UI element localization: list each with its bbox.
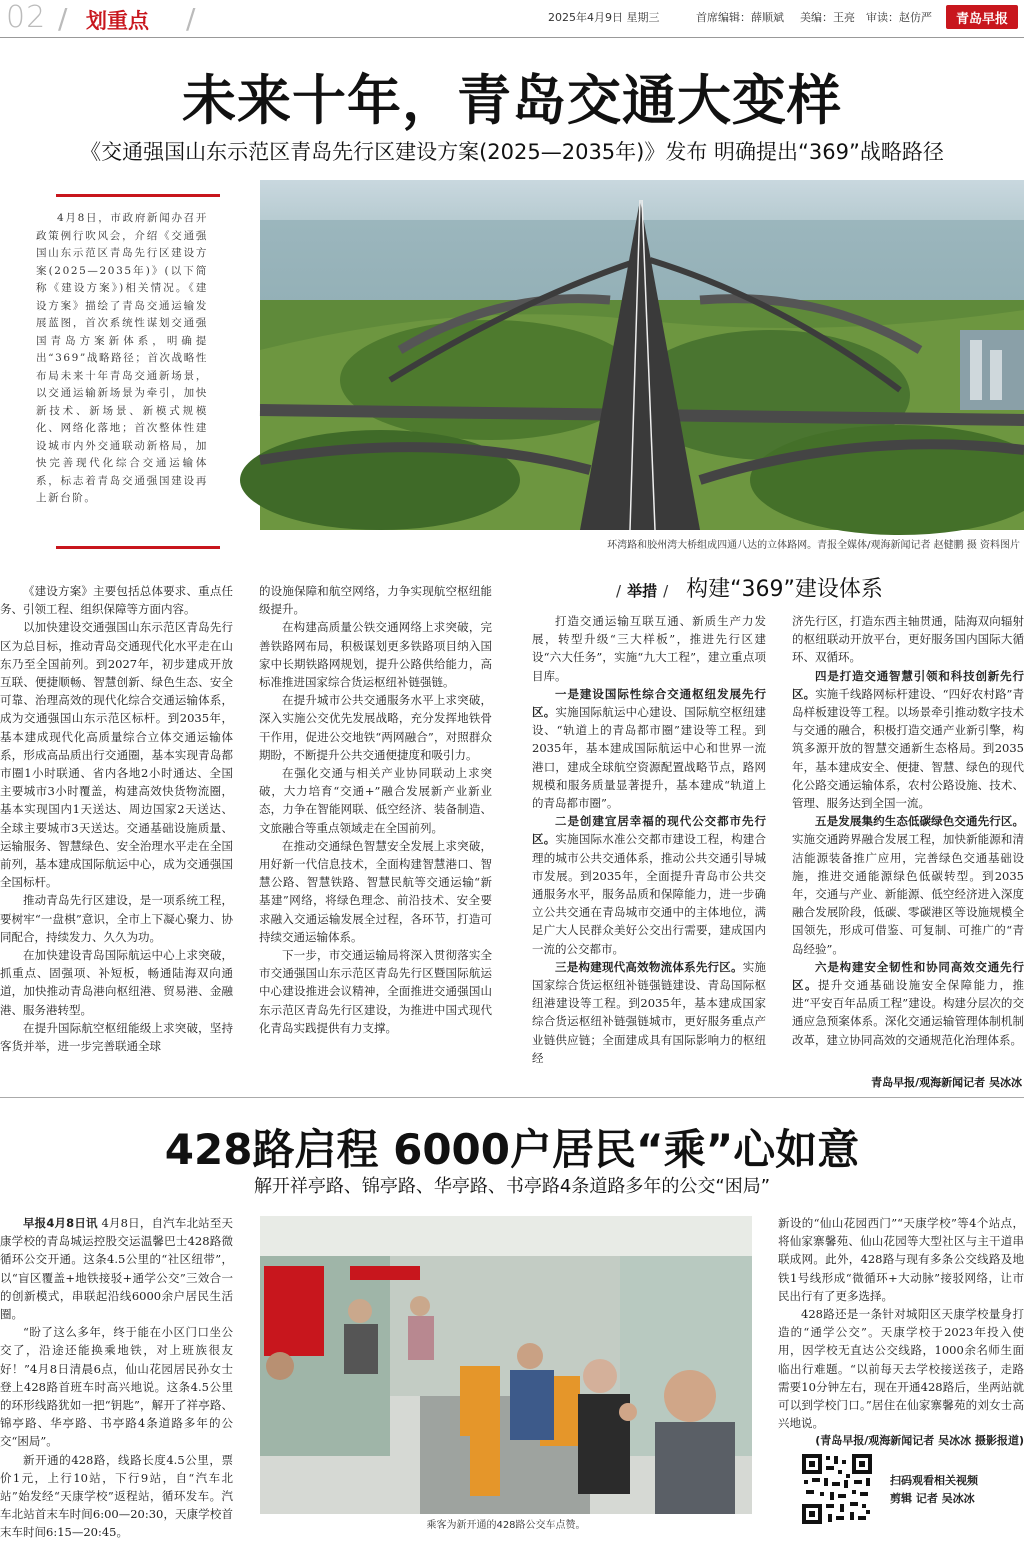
- qr-code-icon[interactable]: [800, 1452, 874, 1526]
- paragraph: 《建设方案》主要包括总体要求、重点任务、引领工程、组织保障等方面内容。: [0, 584, 233, 617]
- article1-byline: 青岛早报/观海新闻记者 吴冰冰: [871, 1076, 1022, 1089]
- qr-label: 扫码观看相关视频: [890, 1474, 978, 1487]
- masthead: [0, 0, 1024, 38]
- reviewer: 审读：赵仿严: [866, 11, 932, 24]
- article1-column-1: [0, 582, 233, 1092]
- paragraph: 的设施保障和航空网络，力争实现航空枢纽能级提升。: [259, 584, 492, 617]
- issue-date: 2025年4月9日 星期三: [548, 11, 660, 24]
- bus-interior-photo: [260, 1216, 752, 1514]
- intro-rule-top: [56, 194, 220, 197]
- lead-in: 四是打造交通智慧引领和科技创新先行区。: [792, 668, 1024, 701]
- aerial-interchange-photo: [260, 180, 1024, 530]
- measures-tag: / 举措 /: [610, 582, 674, 600]
- paragraph: 以加快建设交通强国山东示范区青岛先行区为总目标，推动青岛交通现代化水平走在山东乃至全国前列。到2027年，初步建成开放互联、便捷顺畅、智慧创新、绿色生态、安全可靠、治理高效的现代化综合交通运输体系，成为交通强国山东示范区标杆。到2035年，基本建成现代化高质量综合立体交通运输体系，形成高品质出行交通圈，基本实现青岛都市圈1小时联通、省内各地2小时通达、全国主要城市3小时覆盖，构建高效快货物流圈，基本实现国内1天送达、周边国家2天送达、全球主要城市3天送达。交通基础设施质量、运输服务、智慧绿色、安全治理水平走在全国前列，基本建成国际航运中心，成为交通强国全国标杆。: [0, 620, 233, 890]
- main-subheadline: 《交通强国山东示范区青岛先行区建设方案(2025—2035年)》发布 明确提出“369”战略路径: [80, 140, 944, 164]
- section-name: 划重点: [86, 9, 149, 33]
- article1-column-4: [792, 612, 1024, 1067]
- paragraph: 六是构建安全韧性和协同高效交通先行区。提升交通基础设施安全保障能力，推进“平安百年品质工程”建设。构建分层次的交通应急预案体系。深化交通运输管理体制机制改革，建立协同高效的交通规范化治理体系。: [792, 959, 1024, 1047]
- lead-in: 三是构建现代高效物流体系先行区。: [555, 959, 743, 974]
- paragraph: 一是建设国际性综合交通枢纽发展先行区。实施国际航运中心建设、国际航空枢纽建设、“轨道上的青岛都市圈”建设等工程。到2035年，基本建成国际航运中心和世界一流港口，建成全球航空资源配置战略节点，路网规模和服务质量显著提升，基本建成“轨道上的青岛都市圈”。: [532, 686, 766, 811]
- paragraph: 二是创建宜居幸福的现代公交都市先行区。实施国际水准公交都市建设工程，构建合理的城市公共交通体系，推动公共交通引导城市发展。到2035年，全面提升青岛市公共交通服务水平，服务品质和保障能力，进一步确立公共交通在青岛城市交通中的主体地位，满足广大人民群众美好公交出行需要，建成国内一流的公交都市。: [532, 814, 766, 956]
- article2-headline: 428路启程 6000户居民“乘”心如意: [164, 1125, 860, 1174]
- paragraph: 在构建高质量公铁交通网络上求突破，完善铁路网布局，积极谋划更多铁路项目纳入国家中长期铁路网规划，提升公路供给能力，高标准推进国家综合货运枢纽补链强链。: [259, 620, 492, 690]
- art-editor: 美编：王亮: [800, 11, 855, 24]
- brand-logo: 青岛早报: [946, 5, 1018, 29]
- paragraph: 三是构建现代高效物流体系先行区。实施国家综合货运枢纽补链强链建设、青岛国际枢纽港建设等工程。到2035年，基本建成国家综合货运枢纽补链强链城市，更好服务重点产业链供应链；全面建成具有国际影响力的枢纽经: [532, 959, 767, 1065]
- lead-in: 六是构建安全韧性和协同高效交通先行区。: [792, 959, 1024, 993]
- article2-column-1: [0, 1214, 233, 1540]
- paragraph: “盼了这么多年，终于能在小区门口坐公交了，沿途还能换乘地铁，对上班族很友好！”4月8日清晨6点，仙山花园居民孙女士登上428路首班车时高兴地说。这条4.5公里的环形线路犹如一把“钥匙”，解开了祥亭路、锦亭路、华亭路、书亭路4条道路多年的公交“困局”。: [0, 1325, 233, 1449]
- measures-subhead: [610, 572, 883, 603]
- article2-byline: (青岛早报/观海新闻记者 吴冰冰 摄影报道): [815, 1434, 1024, 1448]
- intro-text: 4月8日，市政府新闻办召开政策例行吹风会，介绍《交通强国山东示范区青岛先行区建设方案(2025—2035年)》(以下简称《建设方案》)相关情况。《建设方案》描绘了青岛交通运输发展蓝图，首次系统性谋划交通强国青岛方案新体系，明确提出“369”战略路径；首次战略性布局未来十年青岛交通新场景，以交通运输新场景为牵引，加快新技术、新场景、新模式规模化、网络化落地；首次整体性建设城市内外交通联动新格局，加快完善现代化综合交通运输体系，标志着青岛交通强国建设再上新台阶。: [36, 212, 208, 504]
- intro-summary: [36, 210, 208, 508]
- page-number: 02: [6, 0, 47, 35]
- slash-divider: /: [186, 2, 196, 35]
- paragraph: 五是发展集约生态低碳绿色交通先行区。实施交通跨界融合发展工程，加快新能源和清洁能源装备推广应用，完善绿色交通基础设施，推进交通能源绿色低碳转型。到2035年，交通与产业、新能源、低空经济进入深度融合发展阶段，低碳、零碳港区等设施规模全国领先，形成可借鉴、可复制、可推广的“青岛经验”。: [792, 814, 1024, 956]
- paragraph: 济先行区，打造东西主轴贯通，陆海双向辐射的枢纽联动开放平台，更好服务国内国际大循环、双循环。: [792, 614, 1024, 665]
- chief-editor: 首席编辑：薛顺斌: [696, 11, 784, 24]
- qr-credit: 剪辑 记者 吴冰冰: [890, 1492, 975, 1505]
- article2-subheadline: 解开祥亭路、锦亭路、华亭路、书亭路4条道路多年的公交“困局”: [253, 1176, 771, 1197]
- paragraph: 在提升城市公共交通服务水平上求突破，深入实施公交优先发展战略，充分发挥地铁骨干作用，促进公交地铁“两网融合”，对照群众期盼，不断提升公共交通便捷度和吸引力。: [259, 693, 492, 762]
- measures-title: 构建“369”建设体系: [686, 577, 883, 602]
- article2-column-2: [778, 1214, 1024, 1448]
- paragraph: 在强化交通与相关产业协同联动上求突破，大力培育“交通+”融合发展新产业新业态，力争在智能网联、低空经济、装备制造、文旅融合等重点领域走在全国前列。: [259, 766, 492, 835]
- paragraph: 在推动交通绿色智慧安全发展上求突破，用好新一代信息技术，全面构建智慧港口、智慧公路、智慧铁路、智慧民航等交通运输“新基建”网络，将绿色理念、前沿技术、安全要求融入交通运输发展全过程，各环节，打造可持续交通运输体系。: [259, 838, 492, 944]
- paragraph: 早报4月8日讯 4月8日，自汽车北站至天康学校的青岛城运控股交运温馨巴士428路微循环公交开通。这条4.5公里的“社区纽带”，以“盲区覆盖+地铁接驳+通学公交”三效合一的创新模式，串联起沿线6000余户居民生活圈。: [0, 1216, 233, 1322]
- paragraph: 打造交通运输互联互通、新质生产力发展，转型升级“三大样板”，推进先行区建设“六大任务”，实施“九大工程”，建立重点项目库。: [532, 614, 766, 683]
- paragraph: 下一步，市交通运输局将深入贯彻落实全市交通强国山东示范区青岛先行区暨国际航运中心建设推进会议精神，全面推进交通强国山东示范区青岛先行区建设，为推进中国式现代化青岛实践提供有力支撑。: [259, 948, 492, 1035]
- paragraph: 新设的“仙山花园西门”“天康学校”等4个站点，将仙家寨馨苑、仙山花园等大型社区与主干道串联成网。此外，428路与现有多条公交线路及地铁1号线形成“微循环+大动脉”接驳网络，让市民出行有了更多选择。: [778, 1216, 1024, 1303]
- paragraph: 新开通的428路，线路长度4.5公里，票价1元，上行10站，下行9站，自“汽车北站”始发经“天康学校”返程站，循环发车。汽车北站首末车时间6:00—20:30，天康学校首末车时间6:15—20:45。: [0, 1452, 233, 1540]
- slash-divider: /: [58, 2, 68, 35]
- article1-column-3: [532, 612, 766, 1092]
- paragraph: 428路还是一条针对城阳区天康学校量身打造的“通学公交”。天康学校于2023年投入使用，因学校无直达公交线路，1000余名师生面临出行难题。“以前每天去学校接送孩子，走路需要10分钟左右，现在开通428路后，坐两站就可以到学校门口。”居住在仙家寨馨苑的刘女士高兴地说。: [778, 1307, 1024, 1431]
- paragraph: 在加快建设青岛国际航运中心上求突破，抓重点、固强项、补短板，畅通陆海双向通道，加快推动青岛港向枢纽港、贸易港、金融港、服务港转型。: [0, 948, 233, 1017]
- intro-rule-bottom: [56, 546, 220, 549]
- lead-in: 五是发展集约生态低碳绿色交通先行区。: [815, 814, 1024, 829]
- paragraph: 推动青岛先行区建设，是一项系统工程，要树牢“一盘棋”意识，全市上下凝心聚力、协同配合，持续发力、久久为功。: [0, 893, 233, 944]
- dateline: 早报4月8日讯: [23, 1216, 98, 1230]
- photo1-caption: 环湾路和胶州湾大桥组成四通八达的立体路网。青报全媒体/观海新闻记者 赵健鹏 摄 资料图片: [607, 540, 1020, 551]
- lead-in: 一是建设国际性综合交通枢纽发展先行区。: [532, 686, 766, 720]
- paragraph: 四是打造交通智慧引领和科技创新先行区。实施千线路网标杆建设、“四好农村路”青岛样板建设等工程。以场景牵引推动数字技术与交通的融合，积极打造交通产业新引擎，构筑多源开放的智慧交通新生态格局。到2035年，基本建成安全、便捷、智慧、绿色的现代化公路交通运输体系，农村公路设施、技术、管理、服务达到全国一流。: [792, 668, 1024, 811]
- qr-caption: [890, 1472, 978, 1508]
- paragraph: 在提升国际航空枢纽能级上求突破，坚持客货并举，进一步完善联通全球: [0, 1020, 233, 1054]
- main-headline: 未来十年，青岛交通大变样: [182, 69, 842, 132]
- article1-column-2: [259, 582, 492, 1092]
- section-divider: [0, 1097, 1024, 1098]
- photo2-caption: 乘客为新开通的428路公交车点赞。: [426, 1520, 586, 1531]
- lead-in: 二是创建宜居幸福的现代公交都市先行区。: [532, 814, 766, 847]
